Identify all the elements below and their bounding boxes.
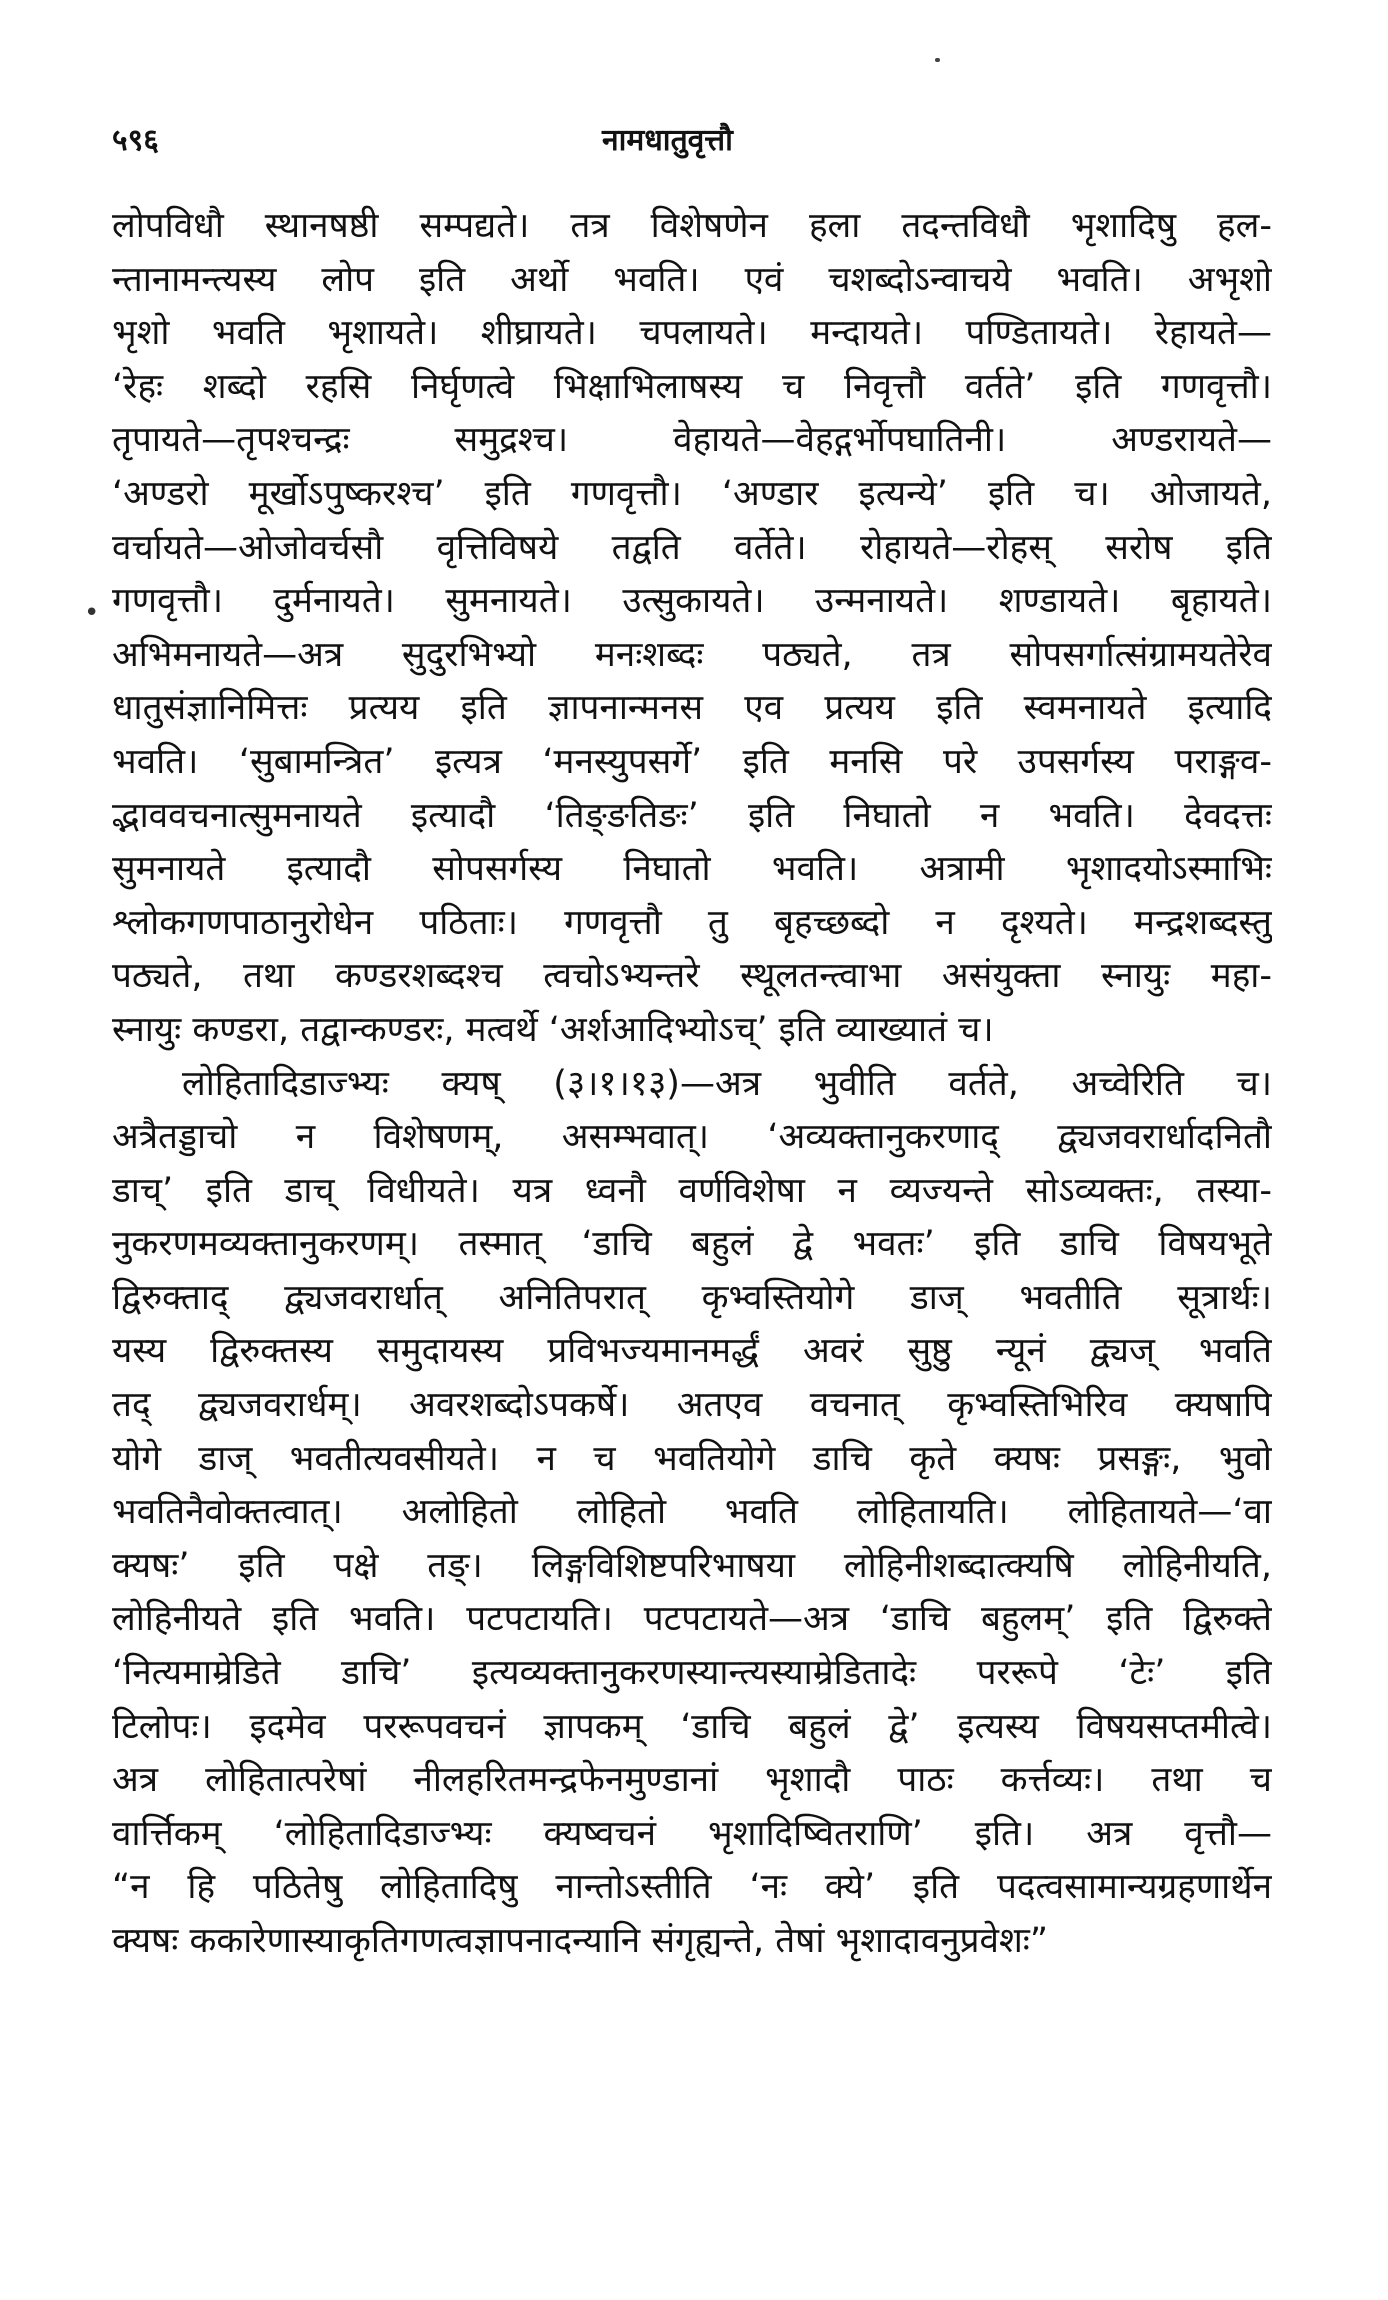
text-line: अभिमनायते—अत्र सुदुरभिभ्यो मनःशब्दः पठ्यते, तत्र सोपसर्गात्संग्रामयतेरेव <box>112 634 1272 675</box>
text-line: गणवृत्तौ। दुर्मनायते। सुमनायते। उत्सुकायते। उन्मनायते। शण्डायते। बृहायते। <box>112 581 1272 622</box>
text-line: वर्चायते—ओजोवर्चसौ वृत्तिविषये तद्वति वर्तेते। रोहायते—रोहस् सरोष इति <box>112 527 1272 568</box>
text-line: द्भाववचनात्सुमनायते इत्यादौ ‘तिङ्ङतिङः’ इति निघातो न भवति। देवदत्तः <box>112 795 1272 836</box>
running-title: नामधातुवृत्तौ <box>602 123 733 158</box>
text-line: लोहिनीयते इति भवति। पटपटायति। पटपटायते—अत्र ‘डाचि बहुलम्’ इति द्विरुक्ते <box>112 1599 1272 1640</box>
text-line: ‘रेहः शब्दो रहसि निर्घृणत्वे भिक्षाभिलाषस्य च निवृत्तौ वर्तते’ इति गणवृत्तौ। <box>112 366 1272 407</box>
text-line: अत्रैतड्डाचो न विशेषणम्, असम्भवात्। ‘अव्यक्तानुकरणाद् द्व्यजवरार्धादनितौ <box>112 1117 1272 1158</box>
text-line: न्तानामन्त्यस्य लोप इति अर्थो भवति। एवं चशब्दोऽन्वाचये भवति। अभृशो <box>112 259 1272 300</box>
text-line: स्नायुः कण्डरा, तद्वान्कण्डरः, मत्वर्थे ‘अर्शआदिभ्योऽच्’ इति व्याख्यातं च। <box>112 1009 994 1050</box>
text-line: भृशो भवति भृशायते। शीघ्रायते। चपलायते। मन्दायते। पण्डितायते। रेहायते— <box>112 313 1272 354</box>
text-line: यस्य द्विरुक्तस्य समुदायस्य प्रविभज्यमानमर्द्धं अवरं सुष्ठु न्यूनं द्व्यज् भवति <box>112 1331 1272 1372</box>
text-line: तृपायते—तृपश्चन्द्रः समुद्रश्च। वेहायते—वेहद्गर्भोपघातिनी। अण्डरायते— <box>112 420 1272 461</box>
text-line: नुकरणमव्यक्तानुकरणम्। तस्मात् ‘डाचि बहुलं द्वे भवतः’ इति डाचि विषयभूते <box>112 1224 1272 1265</box>
text-line: भवतिनैवोक्तत्वात्। अलोहितो लोहितो भवति लोहितायति। लोहितायते—‘वा <box>112 1492 1272 1533</box>
text-line: द्विरुक्ताद् द्व्यजवरार्धात् अनितिपरात् कृभ्वस्तियोगे डाज् भवतीति सूत्रार्थः। <box>112 1277 1272 1318</box>
sutra-heading-line: लोहितादिडाज्भ्यः क्यष् (३।१।१३)—अत्र भुवीति वर्तते, अच्वेरिति च। <box>182 1063 1272 1104</box>
text-line: तद् द्व्यजवरार्धम्। अवरशब्दोऽपकर्षे। अतएव वचनात् कृभ्वस्तिभिरिव क्यषापि <box>112 1385 1272 1426</box>
text-line: “न हि पठितेषु लोहितादिषु नान्तोऽस्तीति ‘नः क्ये’ इति पदत्वसामान्यग्रहणार्थेन <box>112 1867 1272 1908</box>
page-header <box>112 118 1272 168</box>
text-line: ‘अण्डरो मूर्खोऽपुष्करश्च’ इति गणवृत्तौ। ‘अण्डार इत्यन्ये’ इति च। ओजायते, <box>112 473 1272 514</box>
body-text <box>112 200 1272 1969</box>
text-line: टिलोपः। इदमेव पररूपवचनं ज्ञापकम् ‘डाचि बहुलं द्वे’ इत्यस्य विषयसप्तमीत्वे। <box>112 1706 1272 1747</box>
text-line: योगे डाज् भवतीत्यवसीयते। न च भवतियोगे डाचि कृते क्यषः प्रसङ्गः, भुवो <box>112 1438 1272 1479</box>
page-number: ५९६ <box>112 123 159 158</box>
text-line: क्यषः ककारेणास्याकृतिगणत्वज्ञापनादन्यानि संगृह्यन्ते, तेषां भृशादावनुप्रवेशः” <box>112 1921 1048 1961</box>
text-line: ‘नित्यमाम्रेडिते डाचि’ इत्यव्यक्तानुकरणस्यान्त्यस्याम्रेडितादेः पररूपे ‘टेः’ इति <box>112 1653 1272 1694</box>
scan-speck <box>935 58 940 62</box>
text-line: अत्र लोहितात्परेषां नीलहरितमन्द्रफेनमुण्डानां भृशादौ पाठः कर्त्तव्यः। तथा च <box>112 1760 1272 1801</box>
text-line: पठ्यते, तथा कण्डरशब्दश्च त्वचोऽभ्यन्तरे स्थूलतन्त्वाभा असंयुक्ता स्नायुः महा- <box>112 956 1272 997</box>
text-line: डाच्’ इति डाच् विधीयते। यत्र ध्वनौ वर्णविशेषा न व्यज्यन्ते सोऽव्यक्तः, तस्या- <box>112 1170 1272 1211</box>
text-line: सुमनायते इत्यादौ सोपसर्गस्य निघातो भवति। अत्रामी भृशादयोऽस्माभिः <box>112 849 1272 890</box>
text-line: वार्त्तिकम् ‘लोहितादिडाज्भ्यः क्यष्वचनं भृशादिष्वितराणि’ इति। अत्र वृत्तौ— <box>112 1813 1272 1854</box>
text-line: धातुसंज्ञानिमित्तः प्रत्यय इति ज्ञापनान्मनस एव प्रत्यय इति स्वमनायते इत्यादि <box>112 688 1272 729</box>
text-line: लोपविधौ स्थानषष्ठी सम्पद्यते। तत्र विशेषणेन हला तदन्तविधौ भृशादिषु हल- <box>112 206 1272 246</box>
text-line: क्यषः’ इति पक्षे तङ्। लिङ्गविशिष्टपरिभाषया लोहिनीशब्दात्क्यषि लोहिनीयति, <box>112 1545 1272 1586</box>
text-line: श्लोकगणपाठानुरोधेन पठिताः। गणवृत्तौ तु बृहच्छब्दो न दृश्यते। मन्द्रशब्दस्तु <box>112 902 1272 943</box>
text-line: भवति। ‘सुबामन्त्रित’ इत्यत्र ‘मनस्युपसर्गे’ इति मनसि परे उपसर्गस्य पराङ्गव- <box>112 741 1272 782</box>
margin-mark: • <box>84 598 100 628</box>
